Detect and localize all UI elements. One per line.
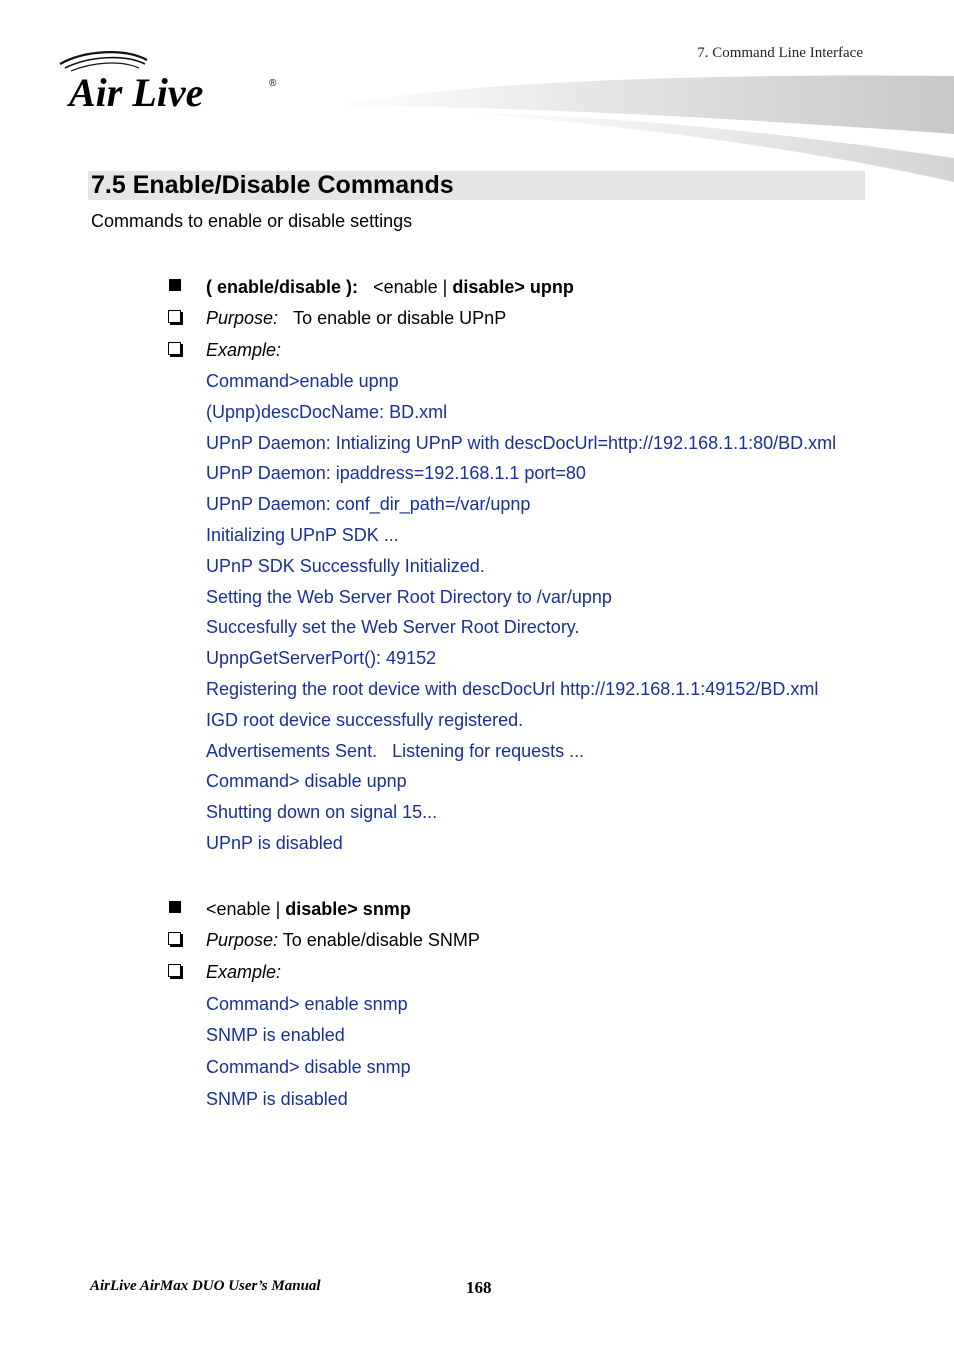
section-title: 7.5 Enable/Disable Commands — [91, 171, 454, 199]
page-number: 168 — [466, 1278, 492, 1297]
upnp-example-line: Registering the root device with descDocUrl http://192.168.1.1:49152/BD.xml — [206, 679, 819, 699]
checkbox-bullet-icon — [168, 310, 181, 323]
upnp-example-line: Initializing UPnP SDK ... — [206, 525, 399, 545]
upnp-example-line: UPnP Daemon: conf_dir_path=/var/upnp — [206, 494, 531, 514]
snmp-example-line: Command> disable snmp — [206, 1057, 411, 1077]
chapter-title: 7. Command Line Interface — [697, 45, 863, 61]
airlive-logo-icon — [55, 48, 285, 110]
upnp-example-line: UPnP SDK Successfully Initialized. — [206, 556, 485, 576]
upnp-example-line: UPnP Daemon: ipaddress=192.168.1.1 port=80 — [206, 463, 586, 483]
section-intro: Commands to enable or disable settings — [91, 211, 413, 231]
svg-text:Air Live: Air Live — [69, 70, 204, 110]
snmp-example-label: Example: — [206, 962, 282, 982]
upnp-example-line: Command>enable upnp — [206, 371, 399, 391]
square-bullet-icon — [169, 901, 181, 913]
upnp-example-line: UPnP is disabled — [206, 833, 343, 853]
upnp-example-line: Succesfully set the Web Server Root Directory. — [206, 617, 580, 637]
checkbox-bullet-icon — [168, 932, 181, 945]
svg-text:®: ® — [269, 78, 277, 89]
snmp-command-syntax: <enable | disable> snmp — [206, 899, 411, 919]
upnp-example-line: (Upnp)descDocName: BD.xml — [206, 402, 448, 422]
footer-manual-title: AirLive AirMax DUO User’s Manual — [90, 1278, 321, 1294]
upnp-example-line: Setting the Web Server Root Directory to /var/upnp — [206, 587, 612, 607]
upnp-command-syntax: ( enable/disable ): <enable | disable> upnp — [206, 277, 574, 297]
upnp-example-line: Shutting down on signal 15... — [206, 802, 438, 822]
airlive-logo — [55, 48, 285, 115]
upnp-purpose: Purpose: To enable or disable UPnP — [206, 308, 507, 328]
snmp-example-line: SNMP is disabled — [206, 1089, 348, 1109]
upnp-example-line: UPnP Daemon: Intializing UPnP with descDocUrl=http://192.168.1.1:80/BD.xml — [206, 433, 837, 453]
upnp-example-line: Command> disable upnp — [206, 771, 407, 791]
upnp-example-line: UpnpGetServerPort(): 49152 — [206, 648, 437, 668]
square-bullet-icon — [169, 279, 181, 291]
upnp-example-line: IGD root device successfully registered. — [206, 710, 524, 730]
upnp-example-label: Example: — [206, 340, 282, 360]
snmp-example-line: Command> enable snmp — [206, 994, 408, 1014]
snmp-purpose: Purpose: To enable/disable SNMP — [206, 930, 480, 950]
snmp-example-line: SNMP is enabled — [206, 1025, 345, 1045]
checkbox-bullet-icon — [168, 342, 181, 355]
upnp-example-line: Advertisements Sent. Listening for requests ... — [206, 741, 585, 761]
checkbox-bullet-icon — [168, 964, 181, 977]
header-swoosh-graphic — [330, 70, 954, 185]
